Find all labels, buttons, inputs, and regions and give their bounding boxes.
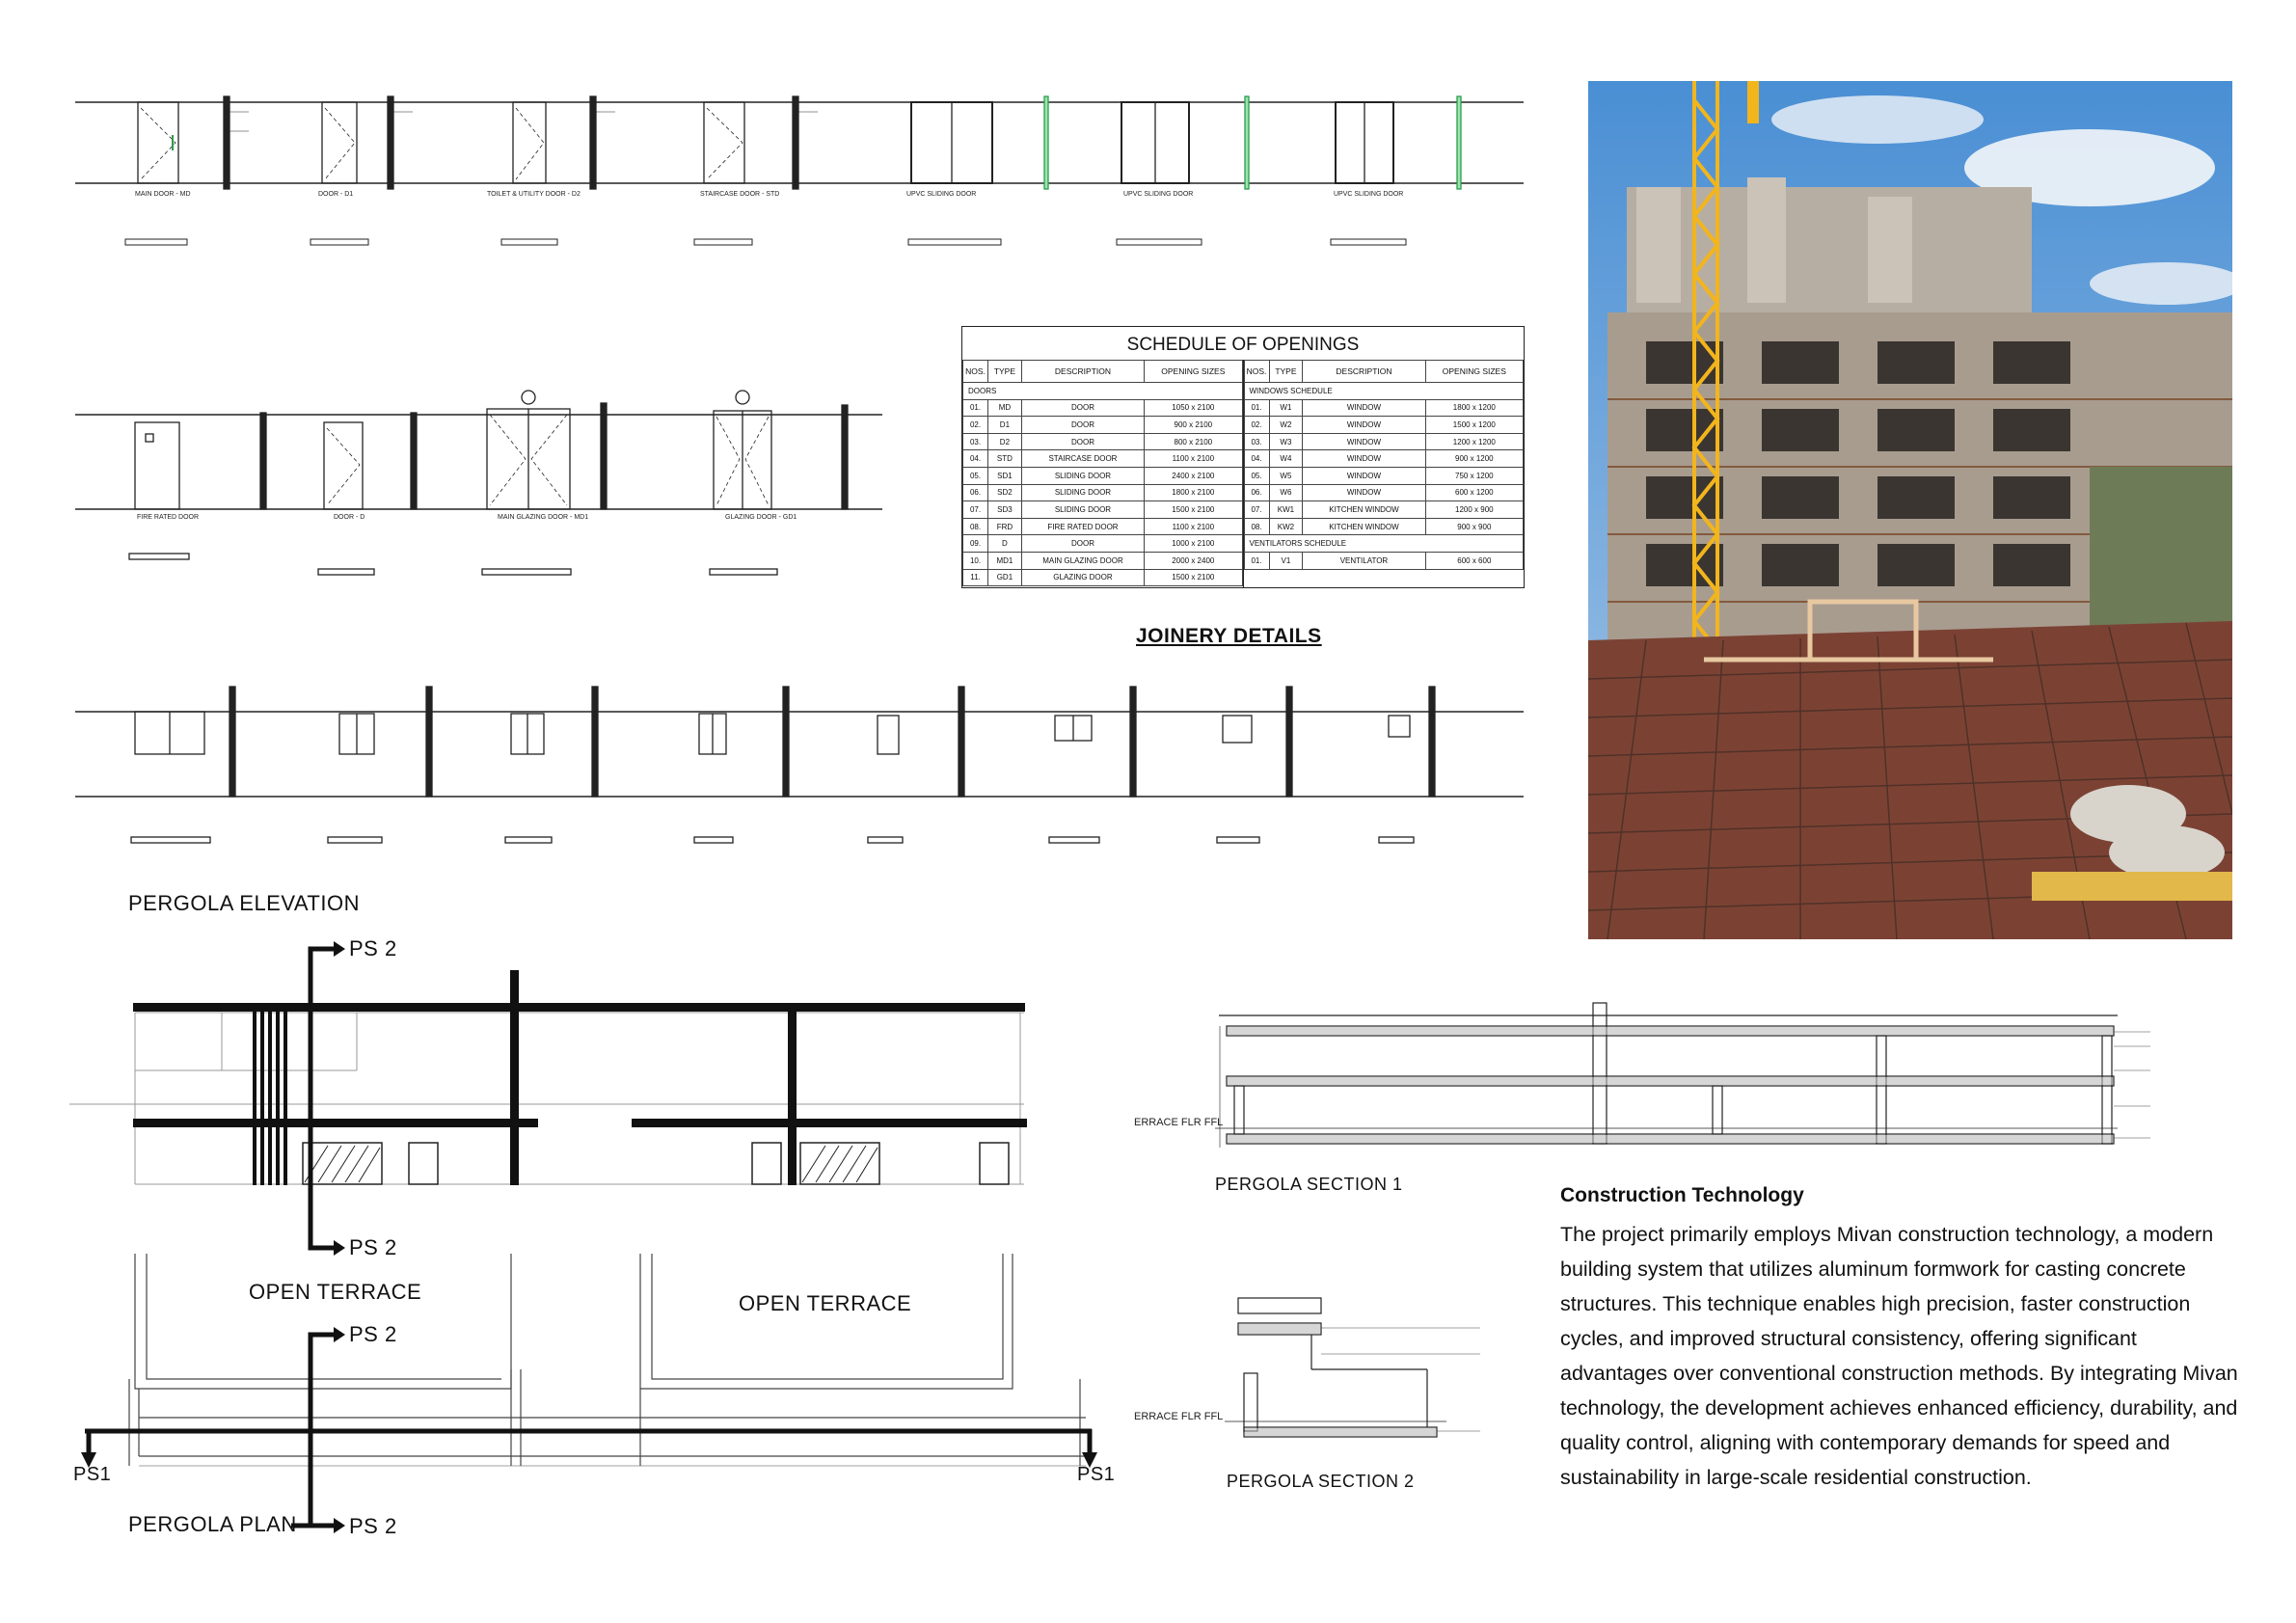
cell-nos: 01. <box>1244 552 1269 569</box>
door-label-d: DOOR - D <box>334 514 365 521</box>
cell-description: SLIDING DOOR <box>1021 467 1144 484</box>
door-label-md1: MAIN GLAZING DOOR - MD1 <box>498 514 589 521</box>
cell-opening-size: 800 x 2100 <box>1145 433 1242 450</box>
cell-opening-size: 900 x 900 <box>1425 518 1523 535</box>
cell-type: W2 <box>1269 417 1303 434</box>
cell-description: FIRE RATED DOOR <box>1021 518 1144 535</box>
cell-type: STD <box>988 450 1022 468</box>
cell-nos: 07. <box>1244 501 1269 519</box>
pergola-plan-title: PERGOLA PLAN <box>128 1512 297 1536</box>
cell-opening-size: 1050 x 2100 <box>1145 399 1242 417</box>
cell-nos: 07. <box>963 501 988 519</box>
cell-type: D <box>988 535 1022 553</box>
cell-description: WINDOW <box>1303 450 1425 468</box>
cell-description: SLIDING DOOR <box>1021 484 1144 501</box>
door-label-d2: TOILET & UTILITY DOOR - D2 <box>487 191 581 198</box>
cell-opening-size: 1200 x 1200 <box>1425 433 1523 450</box>
door-label-sd1: UPVC SLIDING DOOR <box>906 191 977 198</box>
cell-nos: 11. <box>963 569 988 586</box>
cell-opening-size: 1800 x 2100 <box>1145 484 1242 501</box>
cell-type: MD <box>988 399 1022 417</box>
header-nos: NOS. <box>1244 361 1269 383</box>
header-nos: NOS. <box>963 361 988 383</box>
cell-nos: 10. <box>963 552 988 569</box>
cell-nos: 06. <box>963 484 988 501</box>
ps2-marker-plan-bottom: PS 2 <box>349 1514 397 1538</box>
cell-opening-size: 2000 x 2400 <box>1145 552 1242 569</box>
cell-description: GLAZING DOOR <box>1021 569 1144 586</box>
cell-description: WINDOW <box>1303 417 1425 434</box>
cell-description: WINDOW <box>1303 433 1425 450</box>
cell-nos: 03. <box>1244 433 1269 450</box>
pergola-section-2-title: PERGOLA SECTION 2 <box>1227 1472 1415 1491</box>
cell-description: WINDOW <box>1303 399 1425 417</box>
cell-type: KW1 <box>1269 501 1303 519</box>
cell-opening-size: 1500 x 2100 <box>1145 501 1242 519</box>
cell-nos: 02. <box>963 417 988 434</box>
schedule-title: SCHEDULE OF OPENINGS <box>962 327 1524 361</box>
cell-description: WINDOW <box>1303 467 1425 484</box>
header-type: TYPE <box>988 361 1022 383</box>
cell-nos: 04. <box>1244 450 1269 468</box>
ps1-marker-left: PS1 <box>73 1464 112 1485</box>
cell-nos: 08. <box>963 518 988 535</box>
construction-site-photo <box>1588 81 2232 939</box>
cell-type: KW2 <box>1269 518 1303 535</box>
header-opening-sizes: OPENING SIZES <box>1425 361 1523 383</box>
cell-opening-size: 1100 x 2100 <box>1145 450 1242 468</box>
cell-opening-size: 750 x 1200 <box>1425 467 1523 484</box>
cell-nos: 09. <box>963 535 988 553</box>
cell-opening-size: 1500 x 2100 <box>1145 569 1242 586</box>
cell-description: KITCHEN WINDOW <box>1303 518 1425 535</box>
door-label-sd2: UPVC SLIDING DOOR <box>1123 191 1194 198</box>
construction-technology-body: The project primarily employs Mivan construction technology, a modern building system that utilizes aluminum formwork for casting concrete structures. This technique enables high precision, faster construction cycles, and improved structural consistency, offering significant advantages over conventional construction methods. By integrating Mivan technology, the development achieves enhanced efficiency, durability, and quality control, aligning with contemporary demands for speed and sustainability in large-scale residential construction. <box>1560 1223 2238 1489</box>
windows-group-label: WINDOWS SCHEDULE <box>1244 383 1524 400</box>
cell-type: SD1 <box>988 467 1022 484</box>
open-terrace-label-right: OPEN TERRACE <box>739 1291 912 1315</box>
ps2-marker-mid: PS 2 <box>349 1235 397 1259</box>
pergola-elevation-title: PERGOLA ELEVATION <box>128 891 360 915</box>
terrace-ffl-label-2: ERRACE FLR FFL <box>1134 1411 1224 1422</box>
terrace-ffl-label-1: ERRACE FLR FFL <box>1134 1117 1224 1128</box>
door-label-gd1: GLAZING DOOR - GD1 <box>725 514 797 521</box>
cell-opening-size: 600 x 1200 <box>1425 484 1523 501</box>
cell-nos: 04. <box>963 450 988 468</box>
cell-type: SD2 <box>988 484 1022 501</box>
cell-nos: 05. <box>963 467 988 484</box>
cell-nos: 08. <box>1244 518 1269 535</box>
cell-type: D2 <box>988 433 1022 450</box>
cell-nos: 02. <box>1244 417 1269 434</box>
cell-nos: 05. <box>1244 467 1269 484</box>
cell-opening-size: 1100 x 2100 <box>1145 518 1242 535</box>
cell-type: FRD <box>988 518 1022 535</box>
cell-type: D1 <box>988 417 1022 434</box>
cell-opening-size: 1200 x 900 <box>1425 501 1523 519</box>
cell-type: W5 <box>1269 467 1303 484</box>
door-label-frd: FIRE RATED DOOR <box>137 514 200 521</box>
cell-description: MAIN GLAZING DOOR <box>1021 552 1144 569</box>
doors-group-label: DOORS <box>963 383 1243 400</box>
construction-technology-heading: Construction Technology <box>1560 1184 1804 1206</box>
header-type: TYPE <box>1269 361 1303 383</box>
cell-type: MD1 <box>988 552 1022 569</box>
cell-type: SD3 <box>988 501 1022 519</box>
cell-nos: 06. <box>1244 484 1269 501</box>
ps1-marker-right: PS1 <box>1077 1464 1116 1485</box>
cell-type: W6 <box>1269 484 1303 501</box>
cell-type: GD1 <box>988 569 1022 586</box>
joinery-details-title: JOINERY DETAILS <box>1136 625 1322 647</box>
cell-opening-size: 2400 x 2100 <box>1145 467 1242 484</box>
cell-nos: 03. <box>963 433 988 450</box>
cell-type: V1 <box>1269 552 1303 569</box>
header-description: DESCRIPTION <box>1021 361 1144 383</box>
cell-type: W4 <box>1269 450 1303 468</box>
cell-opening-size: 1800 x 1200 <box>1425 399 1523 417</box>
cell-description: WINDOW <box>1303 484 1425 501</box>
door-label-md: MAIN DOOR - MD <box>135 191 191 198</box>
cell-type: W1 <box>1269 399 1303 417</box>
ventilators-group-label: VENTILATORS SCHEDULE <box>1244 535 1524 553</box>
cell-description: DOOR <box>1021 417 1144 434</box>
header-opening-sizes: OPENING SIZES <box>1145 361 1242 383</box>
cell-description: DOOR <box>1021 535 1144 553</box>
cell-description: DOOR <box>1021 433 1144 450</box>
door-label-std: STAIRCASE DOOR - STD <box>700 191 780 198</box>
ps2-marker-top: PS 2 <box>349 936 397 960</box>
pergola-section-1-title: PERGOLA SECTION 1 <box>1215 1175 1403 1194</box>
ps2-marker-plan-top: PS 2 <box>349 1322 397 1346</box>
cell-nos: 01. <box>1244 399 1269 417</box>
cell-opening-size: 900 x 1200 <box>1425 450 1523 468</box>
cell-description: SLIDING DOOR <box>1021 501 1144 519</box>
cell-nos: 01. <box>963 399 988 417</box>
cell-opening-size: 900 x 2100 <box>1145 417 1242 434</box>
door-label-d1: DOOR - D1 <box>318 191 354 198</box>
cell-description: DOOR <box>1021 399 1144 417</box>
cell-description: VENTILATOR <box>1303 552 1425 569</box>
cell-opening-size: 1500 x 1200 <box>1425 417 1523 434</box>
cell-description: STAIRCASE DOOR <box>1021 450 1144 468</box>
door-label-sd3: UPVC SLIDING DOOR <box>1334 191 1404 198</box>
cell-opening-size: 1000 x 2100 <box>1145 535 1242 553</box>
open-terrace-label-left: OPEN TERRACE <box>249 1280 422 1304</box>
header-description: DESCRIPTION <box>1303 361 1425 383</box>
cell-type: W3 <box>1269 433 1303 450</box>
cell-description: KITCHEN WINDOW <box>1303 501 1425 519</box>
cell-opening-size: 600 x 600 <box>1425 552 1523 569</box>
